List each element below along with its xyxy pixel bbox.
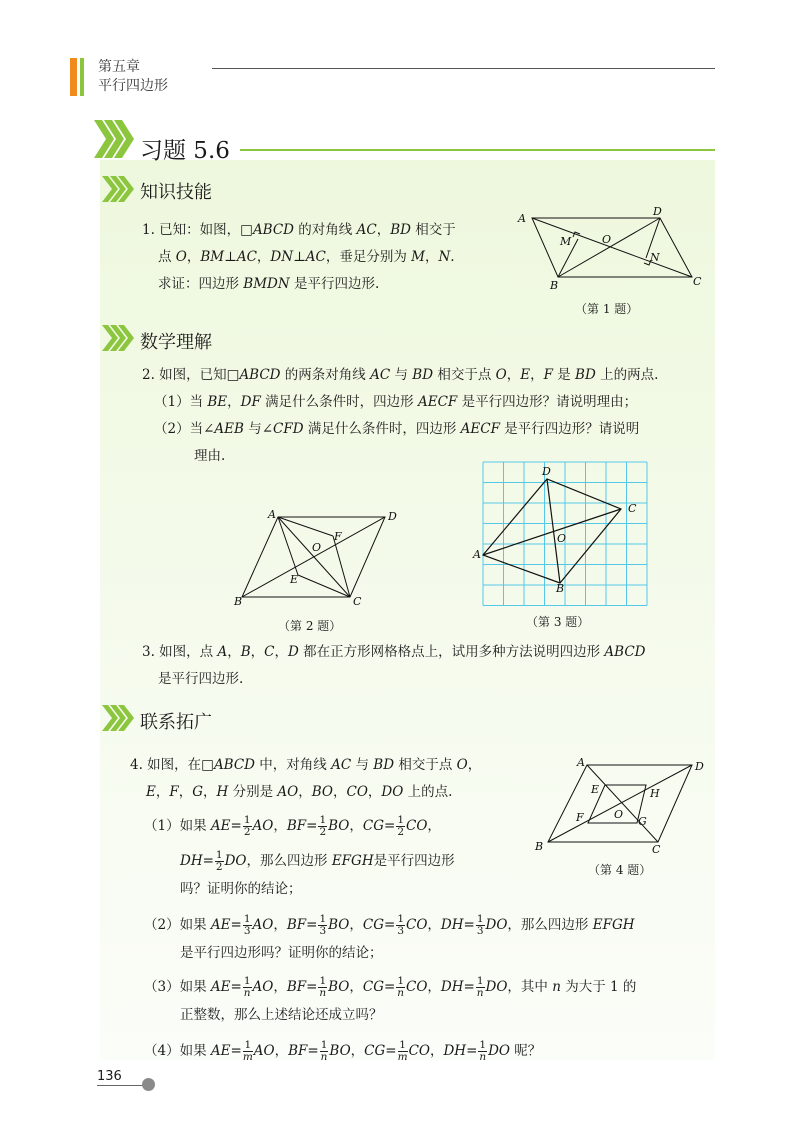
- section-chevrons-icon: [100, 174, 138, 204]
- section-heading-skills: 知识技能: [140, 182, 212, 203]
- fig2-label-B: B: [234, 595, 243, 608]
- problem-4-part-1-line-1: （1）如果 AE= $\frac{1}{2}$ AO，BF= $\frac{1}{2}$ BO，CG= $\frac{1}{2}$ CO，: [144, 814, 441, 838]
- page-number: 136: [97, 1069, 122, 1084]
- problem-1: [142, 217, 456, 298]
- fig2-label-F: F: [334, 530, 342, 543]
- problem-3-line-1: 3. 如图，点 A，B，C，D 都在正方形网格格点上，试用多种方法说明四边形 ABCD: [142, 644, 646, 660]
- figure-2: [230, 505, 410, 615]
- fig2-label-C: C: [353, 595, 362, 608]
- fig4-label-D: D: [695, 760, 704, 773]
- figure-3: [470, 458, 650, 608]
- fig2-label-A: A: [268, 508, 276, 521]
- problem-4-part-3-line-2: 正整数，那么上述结论还成立吗？: [180, 1007, 383, 1023]
- chapter-number: 第五章: [98, 59, 140, 75]
- problem-3-line-2: 是平行四边形.: [158, 671, 244, 687]
- exercise-title: 习题 5.6: [140, 138, 230, 164]
- title-rule: [240, 149, 715, 151]
- page-dot-icon: [142, 1078, 155, 1091]
- section-chevrons-icon: [100, 323, 138, 353]
- figure-4-caption: （第 4 题）: [588, 863, 652, 877]
- problem-4-part-1-line-3: 吗？证明你的结论；: [180, 881, 302, 897]
- chapter-bar-orange: [70, 58, 77, 96]
- problem-4-line-1: 4. 如图，在□ABCD 中，对角线 AC 与 BD 相交于点 O，: [130, 757, 482, 773]
- header-rule: [212, 68, 715, 69]
- chapter-heading: [98, 58, 168, 96]
- fig3-label-O: O: [557, 532, 567, 545]
- fig4-label-A: A: [577, 756, 585, 769]
- fig4-label-H: H: [650, 787, 660, 800]
- problem-1-line-2: 点 O，BM⊥AC，DN⊥AC，垂足分别为 M，N.: [158, 249, 455, 265]
- problem-4-part-2-line-2: 是平行四边形吗？证明你的结论；: [180, 945, 383, 961]
- fig4-label-E: E: [591, 783, 600, 796]
- fig1-label-D: D: [653, 205, 662, 218]
- fig4-label-C: C: [652, 843, 661, 856]
- fig4-label-O: O: [614, 808, 624, 821]
- problem-2-q2-cont: 理由.: [194, 448, 226, 464]
- problem-4-part-1-line-2: DH= $\frac{1}{2}$ DO，那么四边形 EFGH是平行四边形: [180, 849, 455, 873]
- problem-1-line-3: 求证：四边形 BMDN 是平行四边形.: [158, 276, 380, 292]
- problem-4-line-2: E，F，G，H 分别是 AO，BO，CO，DO 上的点.: [146, 784, 453, 800]
- problem-4-part-4-line-1: （4）如果 AE= $\frac{1}{m}AO$，BF= $\frac{1}{n}BO$，CG= $\frac{1}{m}CO$，DH= $\frac{1}{n}DO$ 呢？: [144, 1039, 542, 1063]
- fig4-label-G: G: [638, 815, 647, 828]
- problem-4-part-3-line-1: （3）如果 AE= $\frac{1}{n}AO$，BF= $\frac{1}{n}BO$，CG= $\frac{1}{n}CO$，DH= $\frac{1}{n}DO$，其中 n 为大于 1 的: [144, 975, 637, 999]
- section-heading-extension: 联系拓广: [140, 712, 212, 733]
- problem-1-line-1: 1. 已知：如图，□ABCD 的对角线 AC，BD 相交于: [142, 222, 456, 238]
- fig2-label-E: E: [290, 573, 299, 586]
- fig1-label-M: M: [560, 235, 572, 248]
- title-chevrons-icon: [92, 116, 136, 162]
- fig4-label-B: B: [535, 840, 544, 853]
- chapter-title: 平行四边形: [98, 78, 168, 94]
- problem-2-line-1: 2. 如图，已知□ABCD 的两条对角线 AC 与 BD 相交于点 O，E，F 是 BD 上的两点.: [142, 367, 659, 383]
- figure-1-caption: （第 1 题）: [575, 302, 639, 316]
- fig3-label-D: D: [542, 465, 551, 478]
- section-heading-understanding: 数学理解: [140, 332, 212, 353]
- fig1-label-C: C: [693, 275, 702, 288]
- figure-1: [510, 205, 710, 300]
- page-number-rule: [97, 1085, 145, 1086]
- problem-2-q1: （1）当 BE，DF 满足什么条件时，四边形 AECF 是平行四边形？请说明理由；: [154, 394, 638, 410]
- fig4-label-F: F: [576, 811, 584, 824]
- figure-3-caption: （第 3 题）: [526, 615, 590, 629]
- fig1-label-B: B: [550, 279, 559, 292]
- problem-4: [130, 752, 481, 806]
- fig3-label-A: A: [473, 548, 481, 561]
- problem-4-part-2-line-1: （2）如果 AE= $\frac{1}{3}$ AO，BF= $\frac{1}{3}$ BO，CG= $\frac{1}{3}$ CO，DH= $\frac{1}{3}$ DO，那么四边形 EFGH: [144, 913, 635, 937]
- fig2-label-D: D: [388, 510, 397, 523]
- problem-2: [142, 362, 658, 470]
- problem-3: [142, 639, 645, 693]
- fig3-label-C: C: [628, 502, 637, 515]
- fig2-label-O: O: [312, 541, 322, 554]
- fig1-label-A: A: [518, 212, 526, 225]
- chapter-bar-green: [80, 58, 84, 96]
- section-chevrons-icon: [100, 703, 138, 733]
- figure-4: [530, 752, 715, 857]
- figure-2-caption: （第 2 题）: [278, 619, 342, 633]
- fig1-label-N: N: [650, 251, 660, 264]
- fig3-label-B: B: [556, 582, 565, 595]
- problem-2-q2: （2）当∠AEB 与∠CFD 满足什么条件时，四边形 AECF 是平行四边形？请说明: [154, 421, 640, 437]
- fig1-label-O: O: [602, 233, 612, 246]
